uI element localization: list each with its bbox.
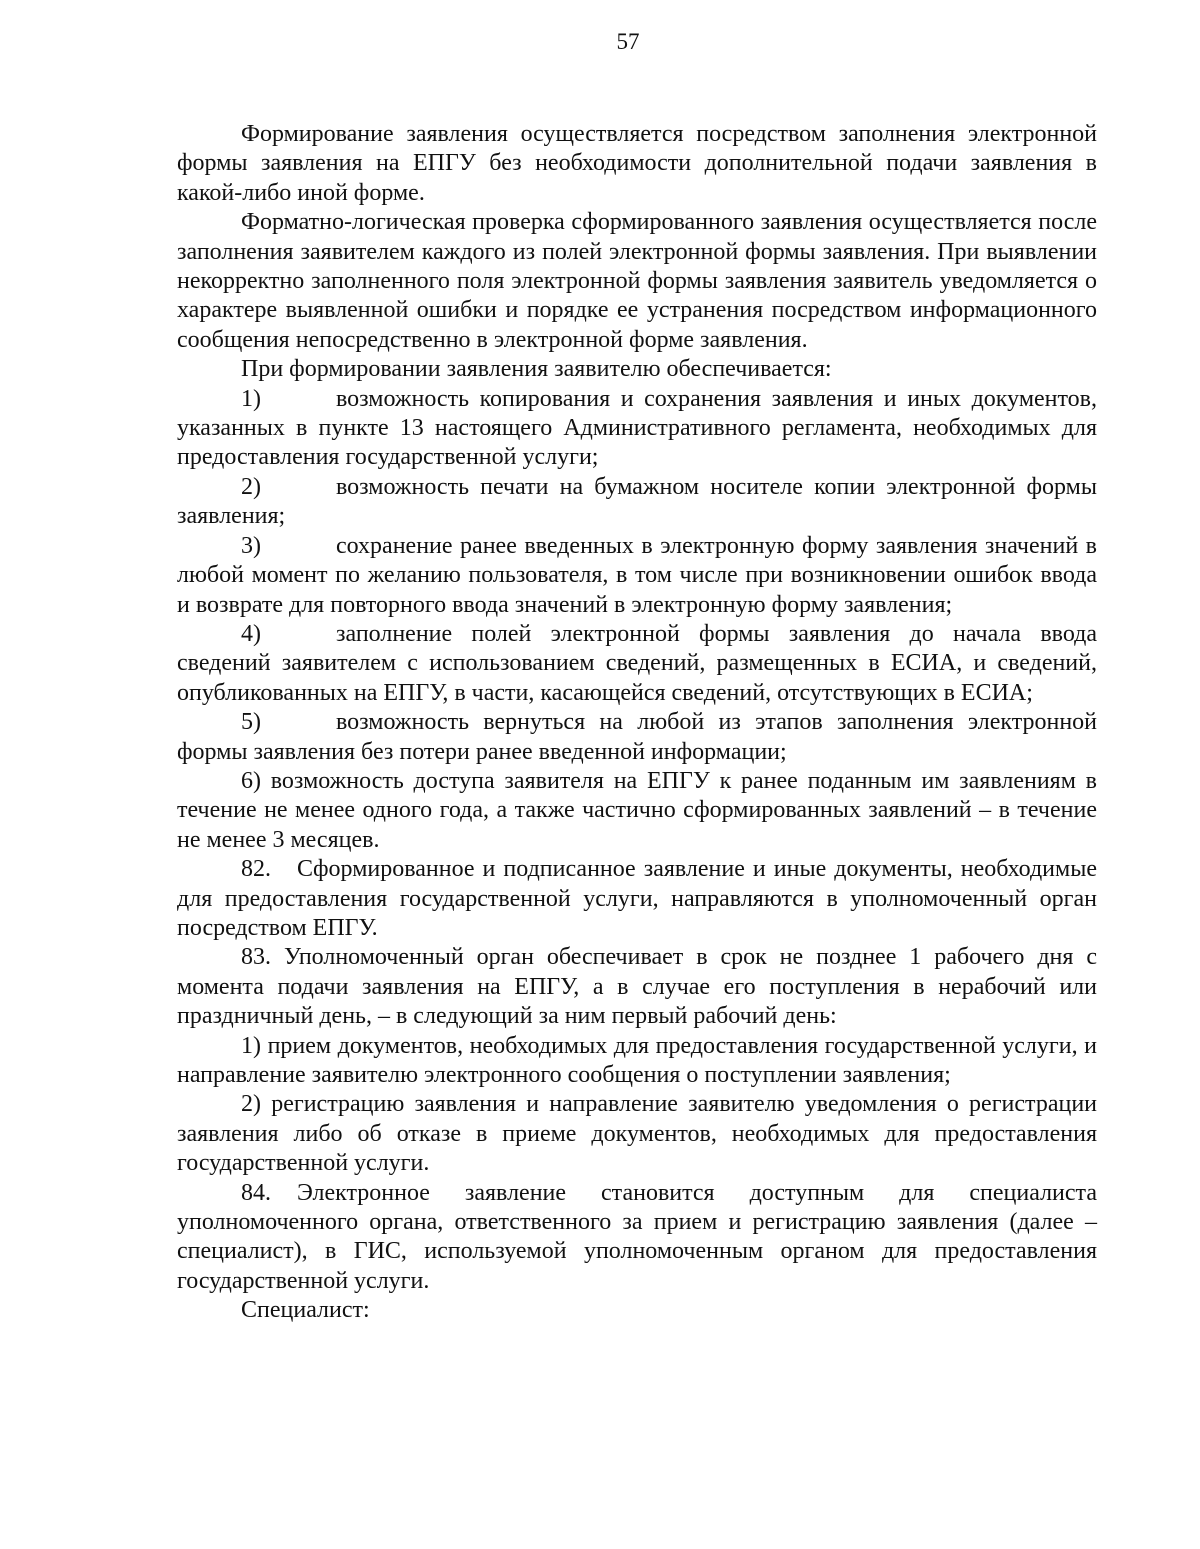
section-number: 84.: [241, 1179, 271, 1206]
paragraph-provisions-intro: При формировании заявления заявителю обеспечивается:: [241, 356, 832, 383]
list-item-number: 2): [241, 1091, 261, 1118]
list-item-text: сохранение ранее введенных в электронную форму заявления значений в любой момент по желанию пользователя, в том числе при возникновении ошибок ввода и возврате для повторного ввода значений в электронную форму заявления;: [177, 532, 1097, 618]
page-number: 57: [616, 29, 640, 54]
closing-line: Специалист:: [241, 1297, 370, 1324]
section-text: Электронное заявление становится доступным для специалиста уполномоченного органа, ответственного за прием и регистрацию заявления (далее – специалист), в ГИС, используемой уполномоченным органом для предоставления государственной услуги.: [177, 1179, 1097, 1294]
paragraph-forming: Формирование заявления осуществляется посредством заполнения электронной формы заявления на ЕПГУ без необходимости дополнительной подачи заявления в какой-либо иной форме.: [177, 121, 1097, 206]
paragraph-validation: Форматно-логическая проверка сформированного заявления осуществляется после заполнения заявителем каждого из полей электронной формы заявления. При выявлении некорректно заполненного поля электронной формы заявления заявитель уведомляется о характере выявленной ошибки и порядке ее устранения посредством информационного сообщения непосредственно в электронной форме заявления.: [177, 209, 1097, 353]
list-item: [177, 708, 1097, 767]
section-83-item: [177, 1032, 1097, 1091]
list-item-number: 1): [241, 385, 261, 412]
list-item-text: возможность копирования и сохранения заявления и иных документов, указанных в пункте 13 настоящего Административного регламента, необходимых для предоставления государственной услуги;: [177, 385, 1097, 471]
list-item-number: 2): [241, 473, 261, 500]
section-number: 82.: [241, 856, 271, 883]
section-83-item: [177, 1090, 1097, 1178]
list-item-text: возможность доступа заявителя на ЕПГУ к ранее поданным им заявлениям в течение не менее одного года, а также частично сформированных заявлений – в течение не менее 3 месяцев.: [177, 767, 1097, 853]
list-item-text: прием документов, необходимых для предоставления государственной услуги, и направление заявителю электронного сообщения о поступлении заявления;: [177, 1032, 1097, 1088]
list-item-number: 5): [241, 709, 261, 736]
section-82: [177, 855, 1097, 943]
document-body: [177, 120, 1097, 1326]
list-item-number: 3): [241, 532, 261, 559]
list-item: [177, 532, 1097, 620]
list-item: [177, 620, 1097, 708]
list-item-text: регистрацию заявления и направление заявителю уведомления о регистрации заявления либо об отказе в приеме документов, необходимых для предоставления государственной услуги.: [177, 1091, 1098, 1177]
section-83: [177, 943, 1097, 1031]
list-item-number: 4): [241, 620, 261, 647]
list-item-text: возможность вернуться на любой из этапов заполнения электронной формы заявления без потери ранее введенной информации;: [177, 709, 1097, 765]
list-item: [177, 385, 1097, 473]
list-item: [177, 767, 1097, 855]
section-text: Сформированное и подписанное заявление и иные документы, необходимые для предоставления государственной услуги, направляются в уполномоченный орган посредством ЕПГУ.: [177, 856, 1097, 941]
list-item: [177, 473, 1097, 532]
list-item-text: возможность печати на бумажном носителе копии электронной формы заявления;: [177, 473, 1097, 530]
list-item-number: 6): [241, 767, 261, 794]
section-text: Уполномоченный орган обеспечивает в срок не позднее 1 рабочего дня с момента подачи заявления на ЕПГУ, а в случае его поступления в нерабочий или праздничный день, – в следующий за ним первый рабочий день:: [177, 944, 1098, 1030]
list-item-number: 1): [241, 1032, 261, 1059]
section-84: [177, 1179, 1097, 1297]
list-item-text: заполнение полей электронной формы заявления до начала ввода сведений заявителем с использованием сведений, размещенных в ЕСИА, и сведений, опубликованных на ЕПГУ, в части, касающейся сведений, отсутствующих в ЕСИА;: [177, 620, 1097, 706]
section-number: 83.: [241, 944, 271, 971]
